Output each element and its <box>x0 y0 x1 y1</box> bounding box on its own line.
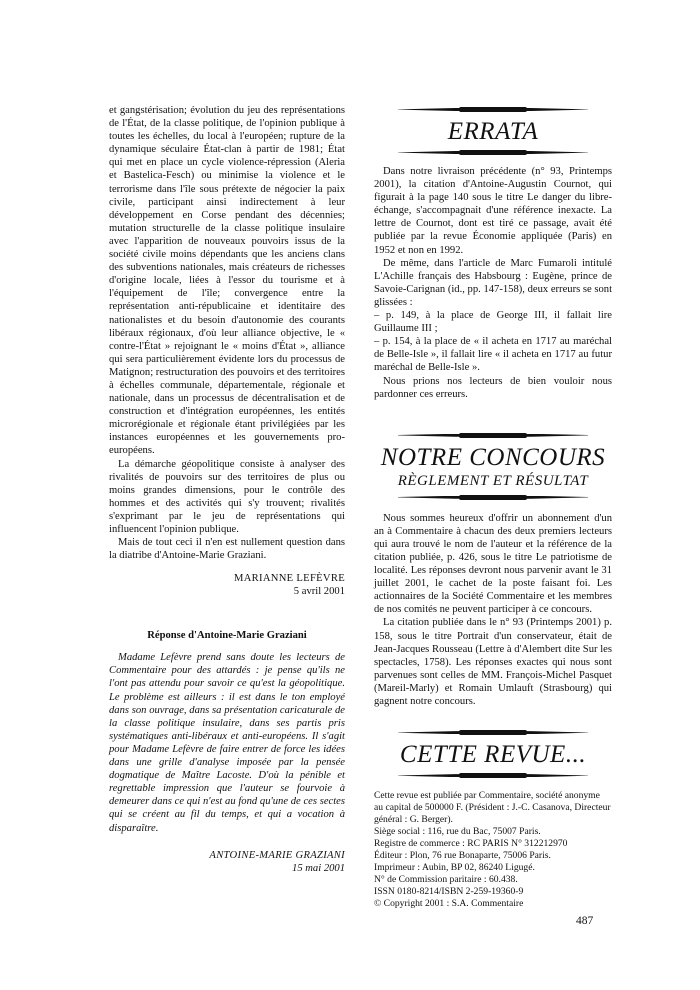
errata-bottom-rule <box>398 150 588 155</box>
reply-signature-name: ANTOINE-MARIE GRAZIANI <box>209 849 345 861</box>
imprint-line: au capital de 500000 F. (Président : J.-C. Casanova, Directeur <box>374 802 611 814</box>
concours-subheading: RÈGLEMENT ET RÉSULTAT <box>397 472 589 489</box>
imprint-line: N° de Commission paritaire : 60.438. <box>374 874 518 886</box>
errata-item-1: – p. 149, à la place de George III, il fallait lire Guillaume III ; <box>374 310 612 335</box>
imprint-line: © Copyright 2001 : S.A. Commentaire <box>374 898 524 910</box>
left-column <box>109 104 345 875</box>
imprint-line: ISSN 0180-8214/ISBN 2-259-19360-9 <box>374 886 524 898</box>
imprint-line: Registre de commerce : RC PARIS N° 312212970 <box>374 838 568 850</box>
opening-paragraph: et gangstérisation; évolution du jeu des représentations de l'État, de la classe politique, de l'opinion publique à toutes les échelles, du local à l'européen; rupture de la dynamique séculaire État-clan à partir de 1981; État qui met en place un cycle violence-répression (Aleria et Bastelica-Fesch) ou minimise la violence et le terrorisme dans l'île sous prétexte de négocier la paix civile, participant ainsi indirectement à leur développement en Corse pendant des décennies; mutation structurelle de la classe politique insulaire avec l'apparition de nouveaux pouvoirs issus de la société civile moins dépendants que les anciens clans des subventions nationales, mais créateurs de richesses d'origine locale, liées à l'essor du tourisme et à l'équipement de l'île; convergence entre la représentation anti-républicaine et identitaire des nationalistes et du besoin d'autonomie des courants libéraux régionaux, d'où leur alliance objective, le « contre-l'État » rejoignant le « moins d'État », alliance qui sera particulièrement évidente lors du processus de Matignon; restructuration des pouvoirs et des territoires à échelles communale, départementale, régionale et nationale, dans un processus de décentralisation et de construction et d'intégration européennes, les entités microrégionale et régionale étant privilégiées par les instances européennes et les gouvernements pro-européens. <box>109 105 345 457</box>
imprint-line: Imprimeur : Aubin, BP 02, 86240 Ligugé. <box>374 862 535 874</box>
imprint-line: Éditeur : Plon, 76 rue Bonaparte, 75006 Paris. <box>374 850 551 862</box>
concours-heading: NOTRE CONCOURS <box>380 443 606 471</box>
errata-heading: ERRATA <box>447 118 539 145</box>
reply-title: Réponse d'Antoine-Marie Graziani <box>147 630 307 642</box>
errata-paragraph-1: Dans notre livraison précédente (n° 93, Printemps 2001), la citation d'Antoine-Augustin Cournot, qui figurait à la page 140 sous le titre Le danger du libre-échange, s'accompagnait d'une référence inexacte. La lettre de Cournot, dont est tiré ce passage, avait été publiée par la revue Économie appliquée (Paris) en 1952 et non en 1992. <box>374 166 612 256</box>
errata-top-rule <box>398 107 588 112</box>
imprint-line: Siège social : 116, rue du Bac, 75007 Paris. <box>374 826 541 838</box>
page-number: 487 <box>576 915 594 927</box>
errata-item-2: – p. 154, à la place de « il acheta en 1717 au maréchal de Belle-Isle », il fallait lire « il acheta en 1717 au futur maréchal de Belle-Isle ». <box>374 336 612 374</box>
signature-date: 5 avril 2001 <box>293 586 345 598</box>
errata-paragraph-2: De même, dans l'article de Marc Fumaroli intitulé L'Achille français des Habsbourg : Eugène, prince de Savoie-Carignan (id., pp. 147-158), deux erreurs se sont glissées : <box>374 257 613 308</box>
reply-signature <box>109 849 345 875</box>
signature <box>109 572 345 598</box>
revue-bottom-rule <box>398 773 588 778</box>
concours-top-rule <box>398 433 588 438</box>
reply-signature-date: 15 mai 2001 <box>292 862 345 874</box>
concours-bottom-rule <box>398 495 588 500</box>
revue-top-rule <box>398 730 588 735</box>
imprint-block <box>374 790 612 910</box>
signature-name: MARIANNE LEFÈVRE <box>233 573 345 585</box>
imprint-line: Cette revue est publiée par Commentaire, société anonyme <box>374 790 600 802</box>
imprint-line: général : G. Berger). <box>374 814 453 826</box>
revue-heading: CETTE REVUE... <box>399 741 587 769</box>
right-column <box>374 107 612 910</box>
geopolitics-paragraph: La démarche géopolitique consiste à analyser des rivalités de pouvoirs sur des territoires de plus ou moins grandes dimensions, pour le contrôle des hommes et des activités qui s'y trouvent; rivalités s'exprimant par le jeu de représentations qui influencent l'opinion publique. <box>109 458 345 535</box>
concours-paragraph-2: La citation publiée dans le n° 93 (Printemps 2001) p. 158, sous le titre Portrait d'un conservateur, était de Jean-Jacques Rousseau (Lettre à d'Alembert dite Sur les spectacles, 1758). Les réponses exactes qui nous sont parvenues sont celles de MM. François-Michel Pasquet (Mareil-Marly) et Romain Umlauft (Strasbourg) qui gagnent notre concours. <box>374 617 612 707</box>
errata-paragraph-3: Nous prions nos lecteurs de bien vouloir nous pardonner ces erreurs. <box>374 375 612 400</box>
reply-paragraph: Madame Lefèvre prend sans doute les lecteurs de Commentaire pour des attardés : je pense qu'ils ne l'ont pas attendu pour savoir ce qu'est la géopolitique. Le problème est ailleurs : il est dans le ton employé dans son ouvrage, dans sa présentation caricaturale de la classe politique insulaire, dans ses partis pris systématiques anti-libéraux et anti-européens. Il s'agit pour Madame Lefèvre de faire entrer de force les idées dans une grille d'analyse imposée par la pensée dogmatique de Maître Lacoste. D'où la pénible et regrettable impression que l'auteur se fourvoie à demeurer dans ce qui n'est au fond qu'une de ces sectes qui se créent au fil du temps, et qui a vocation à disparaître. <box>109 652 345 834</box>
reply-body <box>109 651 345 834</box>
concours-paragraph-1: Nous sommes heureux d'offrir un abonnement d'un an à Commentaire à chacun des deux premiers lecteurs qui aura trouvé le nom de l'auteur et la référence de la citation publiée, p. 426, sous le titre Le patriotisme de localité. Les réponses devront nous parvenir avant le 31 juillet 2001, le cachet de la poste faisant foi. Les actionnaires de la Société Commentaire et les membres de nos comités ne peuvent participer à ce concours. <box>374 512 612 616</box>
closing-paragraph: Mais de tout ceci il n'en est nullement question dans la diatribe d'Antoine-Marie Graziani. <box>109 537 345 562</box>
